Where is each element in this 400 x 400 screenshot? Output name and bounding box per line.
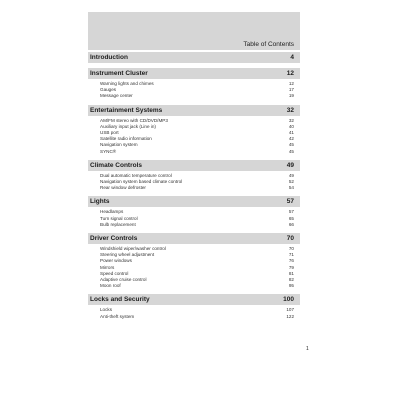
toc-item-page: 65 — [288, 215, 294, 221]
toc-header — [88, 12, 300, 50]
toc-section-page: 12 — [286, 70, 294, 77]
toc-item-list — [88, 116, 300, 158]
toc-item-page: 17 — [288, 87, 294, 93]
toc-item-label: Mirrors — [100, 264, 115, 270]
toc-section-title: Driver Controls — [90, 235, 138, 243]
toc-section-header[interactable] — [88, 196, 300, 207]
toc-section-title: Climate Controls — [90, 161, 143, 169]
toc-item-page: 76 — [288, 258, 294, 264]
toc-section-page: 32 — [286, 106, 294, 114]
toc-section-title: Instrument Cluster — [90, 70, 148, 77]
toc-item-label: Message center — [100, 93, 133, 99]
toc-section — [88, 68, 300, 103]
toc-section-header[interactable] — [88, 233, 300, 244]
toc-item-page: 71 — [288, 252, 294, 258]
toc-item-list — [88, 171, 300, 195]
toc-item[interactable] — [100, 185, 294, 191]
toc-section-title: Locks and Security — [90, 296, 150, 304]
toc-section-page: 49 — [286, 161, 294, 169]
toc-item-label: Moon roof — [100, 283, 121, 289]
toc-item-label: Headlamps — [100, 209, 124, 215]
toc-item-label: Rear window defroster — [100, 185, 146, 191]
toc-section — [88, 294, 300, 322]
toc-item-list — [88, 207, 300, 231]
toc-item-page: 12 — [288, 81, 294, 86]
toc-page — [88, 12, 300, 323]
toc-item-label: Anti-theft system — [100, 313, 135, 319]
toc-sections — [88, 52, 300, 323]
toc-section-page: 70 — [286, 235, 294, 243]
toc-item-list — [88, 79, 300, 103]
toc-section-title: Entertainment Systems — [90, 106, 163, 114]
toc-item[interactable] — [100, 222, 294, 228]
toc-item-label: Navigation system — [100, 142, 138, 148]
toc-section — [88, 160, 300, 195]
toc-item[interactable] — [100, 283, 294, 289]
toc-item-label: Dual automatic temperature control — [100, 172, 172, 178]
toc-item-page: 107 — [286, 307, 294, 313]
toc-item-page: 19 — [288, 93, 294, 99]
toc-item-label: Bulb replacement — [100, 221, 136, 227]
toc-item-page: 66 — [288, 221, 294, 227]
toc-section — [88, 196, 300, 231]
toc-item-label: Turn signal control — [100, 215, 138, 221]
toc-section-header[interactable] — [88, 294, 300, 305]
toc-section — [88, 233, 300, 292]
toc-section-header[interactable] — [88, 68, 300, 79]
toc-section-page: 100 — [283, 296, 294, 304]
toc-item-page: 81 — [288, 270, 294, 276]
toc-section — [88, 105, 300, 158]
toc-item-label: Warning lights and chimes — [100, 81, 154, 86]
toc-section-header[interactable] — [88, 52, 300, 63]
toc-item-label: Steering wheel adjustment — [100, 252, 155, 258]
toc-item[interactable] — [100, 93, 294, 99]
toc-item[interactable] — [100, 149, 294, 155]
toc-section-header[interactable] — [88, 105, 300, 116]
page-number: 1 — [306, 346, 309, 352]
toc-item-label: Power windows — [100, 258, 132, 264]
toc-item-label: Navigation system based climate control — [100, 179, 183, 185]
toc-item-page: 52 — [288, 179, 294, 185]
toc-item-list — [88, 244, 300, 292]
toc-item-label: Speed control — [100, 270, 129, 276]
toc-item-label: Auxiliary input jack (Line in) — [100, 123, 156, 129]
toc-item-page: 54 — [288, 185, 294, 191]
toc-spacer — [88, 63, 300, 66]
toc-item-page: 57 — [288, 209, 294, 215]
toc-item-page: 42 — [288, 136, 294, 142]
toc-item-page: 40 — [288, 123, 294, 129]
toc-item-page: 32 — [288, 117, 294, 123]
toc-item[interactable] — [100, 314, 294, 320]
toc-section-page: 57 — [286, 198, 294, 206]
toc-section-title: Lights — [90, 198, 110, 206]
toc-item-page: 41 — [288, 130, 294, 136]
toc-section — [88, 52, 300, 66]
toc-item-label: Gauges — [100, 87, 117, 93]
toc-item-label: USB port — [100, 130, 119, 136]
toc-item-page: 49 — [288, 172, 294, 178]
toc-item-page: 45 — [288, 142, 294, 148]
toc-item-label: Adaptive cruise control — [100, 277, 147, 283]
toc-item-label: Satellite radio information — [100, 136, 152, 142]
toc-title: Table of Contents — [243, 41, 294, 48]
toc-section-title: Introduction — [90, 54, 128, 61]
toc-section-header[interactable] — [88, 160, 300, 171]
toc-item-label: AM/FM stereo with CD/DVD/MP3 — [100, 117, 168, 123]
toc-item-label: Locks — [100, 307, 113, 313]
toc-item-page: 95 — [288, 283, 294, 289]
toc-section-page: 4 — [290, 54, 294, 61]
toc-item-page: 70 — [288, 246, 294, 252]
toc-item-label: Windshield wiper/washer control — [100, 246, 166, 252]
toc-item-page: 82 — [288, 277, 294, 283]
toc-item-list — [88, 305, 300, 322]
toc-item-page: 79 — [288, 264, 294, 270]
toc-item-page: 45 — [288, 148, 294, 154]
toc-item-label: SYNC® — [100, 148, 117, 154]
toc-item-page: 122 — [286, 313, 294, 319]
